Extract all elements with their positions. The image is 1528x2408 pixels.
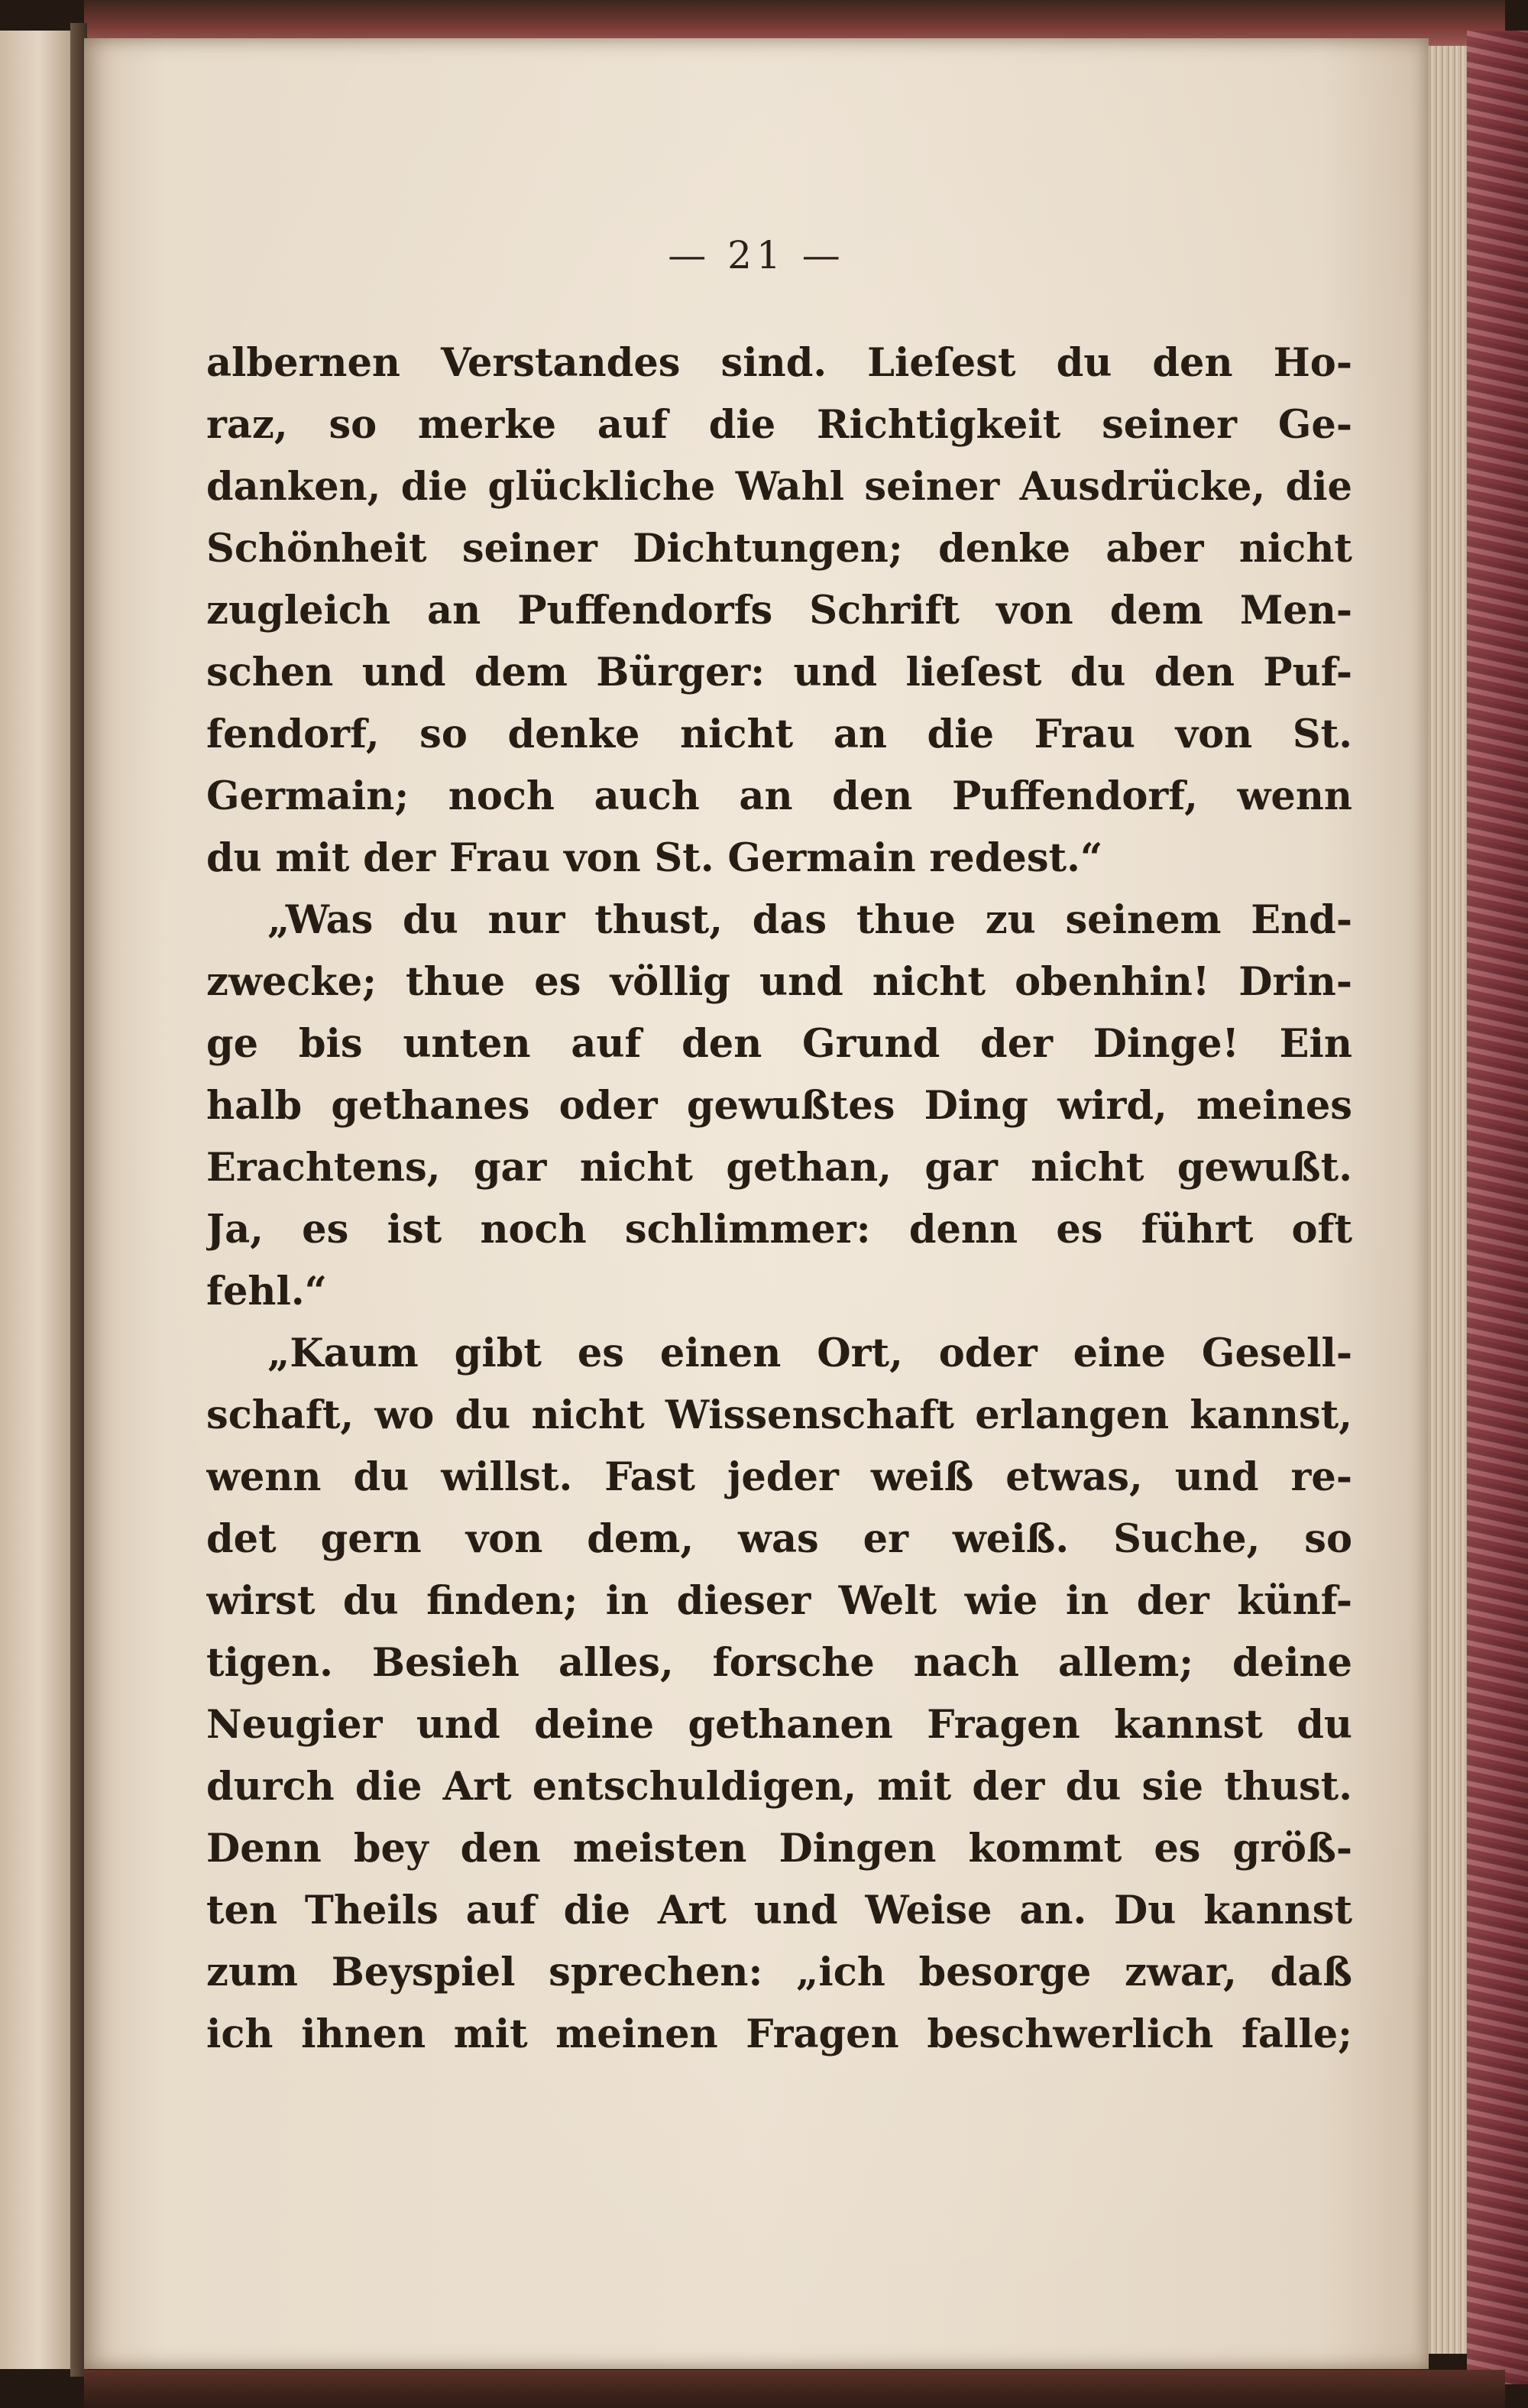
text-line: Schönheit seiner Dichtungen; denke aber nicht [206, 526, 1352, 572]
text-line: wirst du finden; in dieser Welt wie in der künf- [206, 1578, 1352, 1624]
text-line: zwecke; thue es völlig und nicht obenhin! Drin- [206, 959, 1352, 1005]
text-line: Erachtens, gar nicht gethan, gar nicht gewußt. [206, 1145, 1352, 1191]
text-line: schen und dem Bürger: und lieſest du den Puf- [206, 650, 1352, 695]
text-line: Ja, es ist noch schlimmer: denn es führt oft [206, 1207, 1352, 1253]
text-line: det gern von dem, was er weiß. Suche, so [206, 1516, 1352, 1562]
text-line: raz, so merke auf die Richtigkeit seiner Ge- [206, 402, 1352, 448]
text-line: halb gethanes oder gewußtes Ding wird, meines [206, 1083, 1352, 1129]
page-text-block [206, 332, 1352, 2066]
text-line: schaft, wo du nicht Wissenschaft erlangen kannst, [206, 1392, 1352, 1438]
text-line: ge bis unten auf den Grund der Dinge! Ein [206, 1021, 1352, 1067]
text-line: „Kaum gibt es einen Ort, oder eine Gesell- [267, 1330, 1352, 1376]
text-line: fehl.“ [206, 1269, 327, 1314]
text-line: Neugier und deine gethanen Fragen kannst du [206, 1702, 1352, 1748]
text-line: ten Theils auf die Art und Weise an. Du kannst [206, 1888, 1352, 1933]
book-cover-bottom-edge [84, 2370, 1505, 2408]
text-line: ich ihnen mit meinen Fragen beschwerlich falle; [206, 2011, 1352, 2057]
text-line: Denn bey den meisten Dingen kommt es größ- [206, 1826, 1352, 1872]
marbled-cover-edge [1467, 31, 1528, 2384]
text-line: danken, die glückliche Wahl seiner Ausdrücke, die [206, 464, 1352, 510]
text-line: zum Beyspiel sprechen: „ich besorge zwar, daß [206, 1949, 1352, 1995]
text-line: wenn du willst. Fast jeder weiß etwas, und re- [206, 1454, 1352, 1500]
facing-page-edge [0, 31, 73, 2369]
text-line: fendorf, so denke nicht an die Frau von St. [206, 711, 1352, 757]
text-line: du mit der Frau von St. Germain redest.“ [206, 835, 1103, 881]
text-line: tigen. Besieh alles, forsche nach allem; deine [206, 1640, 1352, 1686]
text-line: Germain; noch auch an den Puffendorf, wenn [206, 773, 1352, 819]
text-line: albernen Verstandes sind. Lieſest du den Ho- [206, 340, 1352, 386]
page-number-header: — 21 — [668, 233, 845, 277]
text-line: zugleich an Puffendorfs Schrift von dem Men- [206, 588, 1352, 634]
book-page [84, 38, 1429, 2369]
text-line: durch die Art entschuldigen, mit der du sie thust. [206, 1764, 1352, 1810]
text-line: „Was du nur thust, das thue zu seinem End- [267, 897, 1352, 943]
